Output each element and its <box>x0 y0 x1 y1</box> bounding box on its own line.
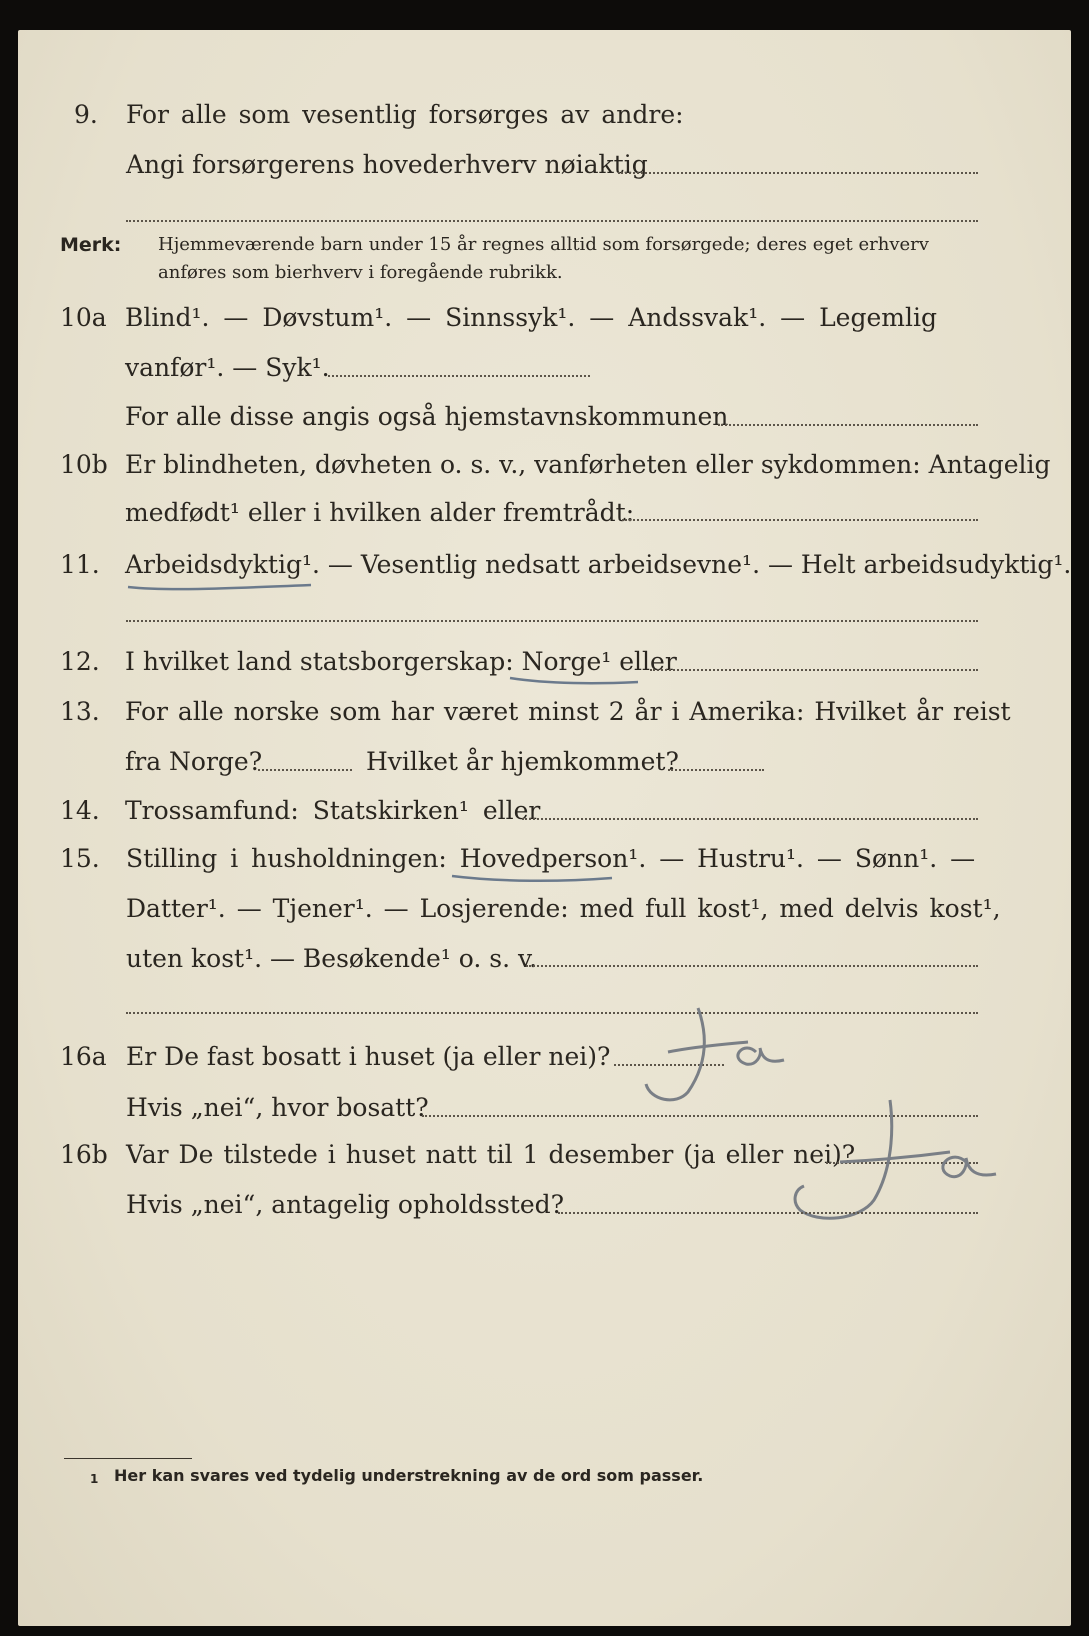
q10a-answer-line <box>328 375 590 377</box>
q11-number: 11. <box>60 550 100 579</box>
q9-line1: For alle som vesentlig forsørges av andre: <box>126 100 684 129</box>
q16a-line2: Hvis „nei“, hvor bosatt? <box>126 1093 429 1122</box>
q9-number: 9. <box>74 100 98 129</box>
merk-label: Merk: <box>60 234 122 256</box>
q16a-number: 16a <box>60 1042 107 1071</box>
q15-answer-line <box>526 965 978 967</box>
q10b-answer-line <box>622 519 978 521</box>
footnote-mark: 1 <box>90 1472 99 1486</box>
q16b-line1: Var De tilstede i huset natt til 1 desember (ja eller nei)? <box>126 1140 856 1169</box>
footnote-text: Her kan svares ved tydelig understrekning av de ord som passer. <box>114 1466 704 1485</box>
q9-line2: Angi forsørgerens hovederhverv nøiaktig <box>126 150 648 179</box>
q12-number: 12. <box>60 647 100 676</box>
q16b-number: 16b <box>60 1140 108 1169</box>
q16b-line2: Hvis „nei“, antagelig opholdssted? <box>126 1190 565 1219</box>
q15-line1: Stilling i husholdningen: Hovedperson¹. — Hustru¹. — Sønn¹. — <box>126 844 976 873</box>
q10b-number: 10b <box>60 450 108 479</box>
q11-line1: Arbeidsdyktig¹. — Vesentlig nedsatt arbeidsevne¹. — Helt arbeidsudyktig¹. <box>125 550 1072 579</box>
q15-handwritten-underline <box>450 868 620 888</box>
q11-handwritten-underline <box>126 575 316 595</box>
merk-line2: anføres som bierhverv i foregående rubrikk. <box>158 262 563 283</box>
q13-reist-line <box>258 769 352 771</box>
q12-answer-line <box>650 669 978 671</box>
q15-number: 15. <box>60 844 100 873</box>
q10b-line1: Er blindheten, døvheten o. s. v., vanførheten eller sykdommen: Antagelig <box>125 450 1051 479</box>
q10a-line1: Blind¹. — Døvstum¹. — Sinnssyk¹. — Andssvak¹. — Legemlig <box>125 303 937 332</box>
q13-number: 13. <box>60 697 100 726</box>
q12-handwritten-underline <box>508 670 648 690</box>
q13-line1: For alle norske som har været minst 2 år i Amerika: Hvilket år reist <box>125 697 1011 726</box>
q14-line1: Trossamfund: Statskirken¹ eller <box>125 796 541 825</box>
q14-number: 14. <box>60 796 100 825</box>
q10a-line2: vanfør¹. — Syk¹. <box>125 353 330 382</box>
q13-line2a: fra Norge? <box>125 747 263 776</box>
q10a-home-line <box>718 424 978 426</box>
q10b-line2: medfødt¹ eller i hvilken alder fremtrådt: <box>125 498 635 527</box>
q16b-opholdssted-line <box>558 1212 978 1214</box>
census-form-page <box>18 30 1071 1626</box>
q11-answer-line <box>126 620 978 622</box>
q10a-number: 10a <box>60 303 107 332</box>
q12-line1: I hvilket land statsborgerskap: Norge¹ eller <box>125 647 677 676</box>
q14-answer-line <box>522 818 978 820</box>
q13-line2b: Hvilket år hjemkommet? <box>366 747 679 776</box>
q15-line2: Datter¹. — Tjener¹. — Losjerende: med full kost¹, med delvis kost¹, <box>126 894 1001 923</box>
q9-answer-line <box>618 172 978 174</box>
q13-hjemkommet-line <box>668 769 764 771</box>
q15-line3: uten kost¹. — Besøkende¹ o. s. v. <box>126 944 538 973</box>
q10a-line3: For alle disse angis også hjemstavnskommunen <box>125 402 729 431</box>
footnote-rule <box>64 1458 192 1459</box>
q16b-handwritten-answer <box>770 1090 1000 1230</box>
q15-answer-line-2 <box>126 1012 978 1014</box>
merk-line1: Hjemmeværende barn under 15 år regnes alltid som forsørgede; deres eget erhverv <box>158 234 929 255</box>
q16a-line1: Er De fast bosatt i huset (ja eller nei)? <box>126 1042 611 1071</box>
q9-answer-line-2 <box>126 220 978 222</box>
